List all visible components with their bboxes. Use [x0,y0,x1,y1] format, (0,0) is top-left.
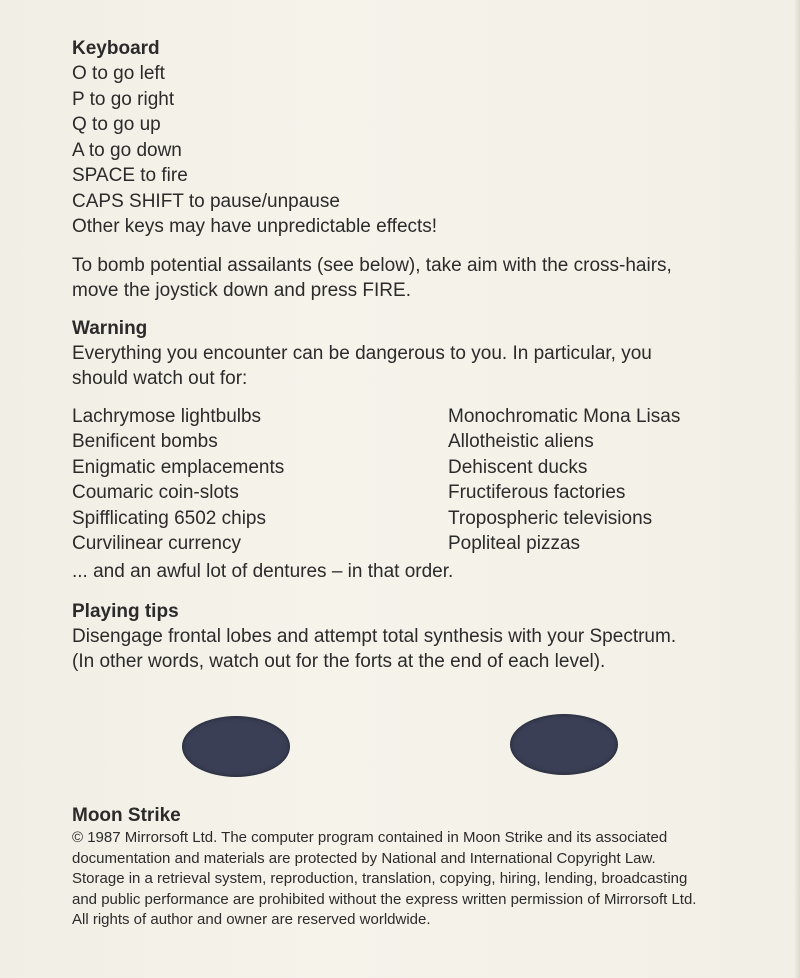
keyboard-line: A to go down [72,139,182,161]
paper-edge [794,0,800,978]
hazard-item: Enigmatic emplacements [72,456,285,478]
hazard-item: Allotheistic aliens [448,431,594,453]
tips-text: Disengage frontal lobes and attempt total synthesis with your Spectrum. [72,625,677,647]
hazard-item: Curvilinear currency [72,533,241,555]
hazard-column-left [72,404,448,558]
hazard-item: Benificent bombs [72,431,218,453]
bomb-instructions-line: To bomb potential assailants (see below), take aim with the cross-hairs, [72,254,672,276]
copyright-line: © 1987 Mirrorsoft Ltd. The computer program contained in Moon Strike and its associated [72,829,668,846]
keyboard-line: CAPS SHIFT to pause/unpause [72,190,340,212]
hazard-item: Fructiferous factories [448,482,626,504]
hazard-closing: ... and an awful lot of dentures – in that order. [72,561,454,583]
warning-text: Everything you encounter can be dangerous to you. In particular, you [72,342,652,364]
hazard-list [72,404,762,558]
hazard-item: Coumaric coin-slots [72,482,239,504]
copyright-line: All rights of author and owner are reserved worldwide. [72,911,431,928]
hazard-item: Dehiscent ducks [448,456,588,478]
copyright-footer [72,804,772,931]
tips-heading: Playing tips [72,600,179,622]
hazard-item: Monochromatic Mona Lisas [448,405,681,427]
hazard-column-right [448,404,680,558]
hazard-item: Tropospheric televisions [448,507,653,529]
keyboard-line: P to go right [72,88,175,110]
copyright-line: documentation and materials are protected by National and International Copyright Law. [72,849,656,867]
keyboard-heading: Keyboard [72,38,160,59]
keyboard-line: Q to go up [72,114,161,135]
warning-text: should watch out for: [72,368,248,389]
punch-hole-right [510,714,618,775]
keyboard-line: SPACE to fire [72,165,188,186]
copyright-line: Storage in a retrieval system, reproduction, translation, copying, hiring, lending, broadcasting [72,870,688,887]
hazard-item: Spifflicating 6502 chips [72,507,266,529]
hazard-item: Lachrymose lightbulbs [72,405,262,427]
keyboard-line: Other keys may have unpredictable effects! [72,216,438,237]
main-content [72,36,762,675]
hazard-item: Popliteal pizzas [448,533,581,555]
warning-heading: Warning [72,317,148,339]
punch-hole-left [182,716,290,777]
copyright-line: and public performance are prohibited without the express written permission of Mirrorsoft Ltd. [72,890,697,908]
game-title: Moon Strike [72,805,181,826]
tips-text: (In other words, watch out for the forts at the end of each level). [72,651,606,673]
keyboard-line: O to go left [72,63,165,84]
bomb-instructions-line: move the joystick down and press FIRE. [72,280,411,301]
